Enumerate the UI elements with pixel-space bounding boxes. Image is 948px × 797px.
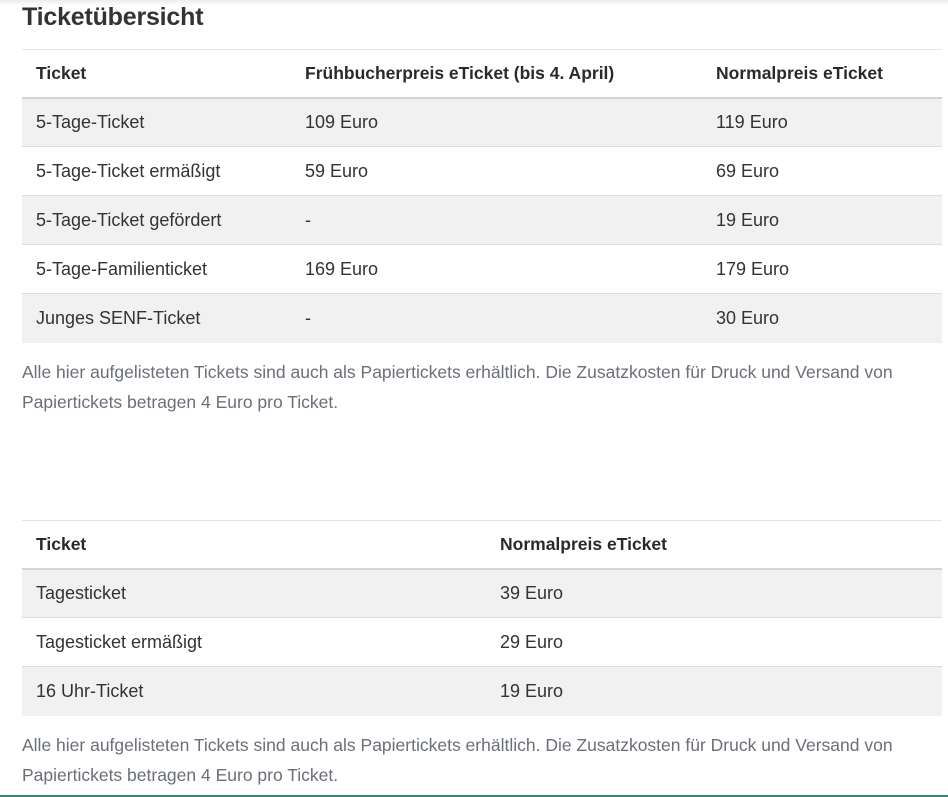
normal-price-cell: 39 Euro: [486, 569, 942, 618]
table-row: [22, 618, 942, 667]
column-header-ticket: Ticket: [22, 521, 486, 569]
normal-price-cell: 179 Euro: [702, 245, 942, 294]
ticket-name-cell: 5-Tage-Ticket ermäßigt: [22, 147, 291, 196]
paper-ticket-note: Alle hier aufgelisteten Tickets sind auch als Papiertickets erhältlich. Die Zusatzkosten für Druck und Versand von Papiertickets betragen 4 Euro pro Ticket.: [22, 362, 893, 412]
table-row: [22, 245, 942, 294]
ticket-table-five-day: [22, 49, 942, 343]
normal-price-cell: 30 Euro: [702, 294, 942, 343]
table-row: [22, 147, 942, 196]
column-header-normal-price: Normalpreis eTicket: [702, 50, 942, 98]
table-row: [22, 667, 942, 716]
table-header-row: [22, 50, 942, 98]
ticket-name-cell: Junges SENF-Ticket: [22, 294, 291, 343]
page-title: Ticketübersicht: [22, 3, 204, 31]
normal-price-cell: 19 Euro: [486, 667, 942, 716]
column-header-normal-price: Normalpreis eTicket: [486, 521, 942, 569]
normal-price-cell: 69 Euro: [702, 147, 942, 196]
ticket-name-cell: 16 Uhr-Ticket: [22, 667, 486, 716]
paper-ticket-note: Alle hier aufgelisteten Tickets sind auch als Papiertickets erhältlich. Die Zusatzkosten für Druck und Versand von Papiertickets betragen 4 Euro pro Ticket.: [22, 735, 893, 785]
normal-price-cell: 19 Euro: [702, 196, 942, 245]
early-price-cell: 59 Euro: [291, 147, 702, 196]
early-price-cell: -: [291, 196, 702, 245]
table-row: [22, 98, 942, 147]
early-price-cell: 109 Euro: [291, 98, 702, 147]
column-header-ticket: Ticket: [22, 50, 291, 98]
table-header-row: [22, 521, 942, 569]
normal-price-cell: 29 Euro: [486, 618, 942, 667]
ticket-name-cell: 5-Tage-Familienticket: [22, 245, 291, 294]
table-row: [22, 196, 942, 245]
ticket-table-day: [22, 520, 942, 716]
column-header-early-price: Frühbucherpreis eTicket (bis 4. April): [291, 50, 702, 98]
table-row: [22, 294, 942, 343]
early-price-cell: -: [291, 294, 702, 343]
early-price-cell: 169 Euro: [291, 245, 702, 294]
ticket-name-cell: 5-Tage-Ticket gefördert: [22, 196, 291, 245]
ticket-name-cell: Tagesticket ermäßigt: [22, 618, 486, 667]
normal-price-cell: 119 Euro: [702, 98, 942, 147]
table-row: [22, 569, 942, 618]
ticket-name-cell: Tagesticket: [22, 569, 486, 618]
ticket-name-cell: 5-Tage-Ticket: [22, 98, 291, 147]
